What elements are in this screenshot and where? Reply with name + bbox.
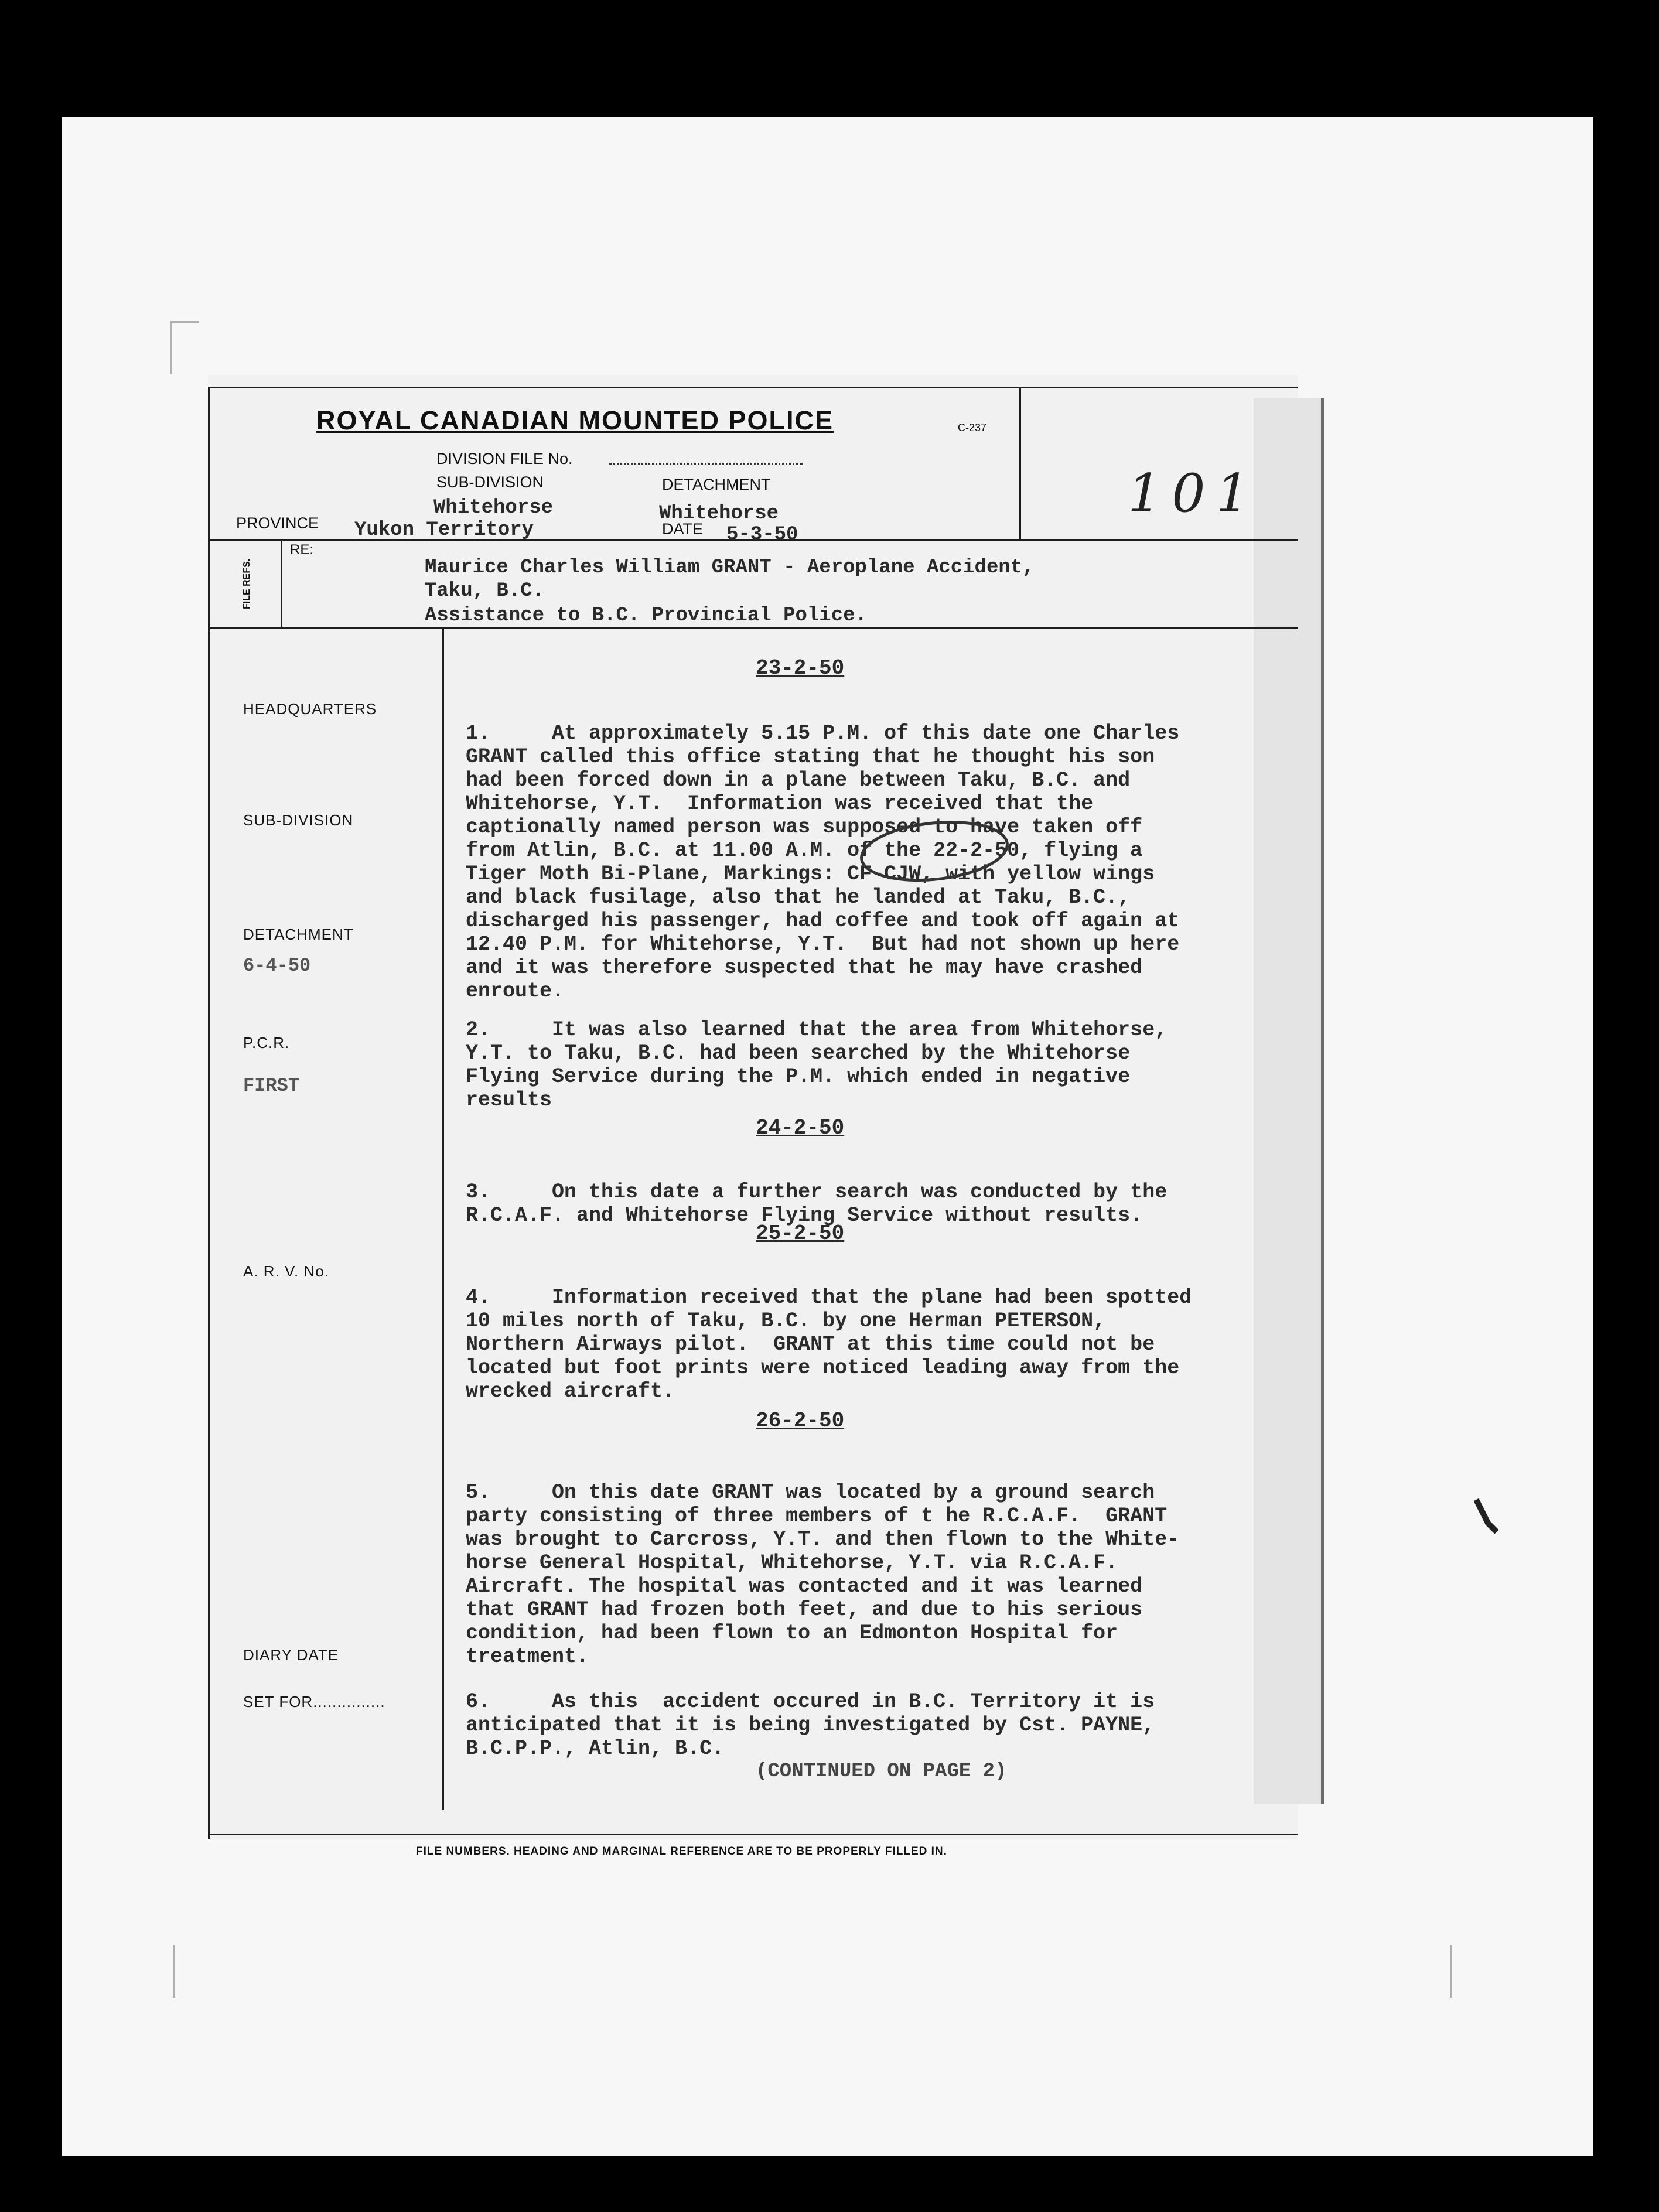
para1-line: captionally named person was supposed to have taken off — [466, 815, 1143, 839]
para5-line: Aircraft. The hospital was contacted and it was learned — [466, 1575, 1143, 1598]
para5-line: condition, had been flown to an Edmonton Hospital for — [466, 1622, 1118, 1645]
footer-instruction: FILE NUMBERS. HEADING AND MARGINAL REFERENCE ARE TO BE PROPERLY FILLED IN. — [416, 1845, 947, 1858]
para6-line: 6. As this accident occured in B.C. Territory it is — [466, 1690, 1155, 1713]
para1-line: and black fusilage, also that he landed at Taku, B.C., — [466, 886, 1131, 909]
form-top-rule — [208, 387, 1298, 388]
province-value: Yukon Territory — [354, 519, 534, 541]
para5-line: was brought to Carcross, Y.T. and then flown to the White- — [466, 1528, 1180, 1551]
province-label: PROVINCE — [236, 514, 319, 532]
para5-line: that GRANT had frozen both feet, and due to his serious — [466, 1598, 1143, 1622]
para1-line: discharged his passenger, had coffee and took off again at — [466, 909, 1180, 933]
corner-mark-bottom-left — [173, 1945, 175, 1998]
header-right-rule — [1019, 387, 1021, 539]
sidebar-detachment-date: 6-4-50 — [243, 955, 311, 977]
paragraph-2 — [466, 995, 1167, 1112]
entry-date-3: 25-2-50 — [756, 1221, 845, 1245]
para2-line: Flying Service during the P.M. which ended in negative — [466, 1065, 1131, 1088]
division-file-label: DIVISION FILE No. — [436, 450, 573, 467]
subject-line-1: Maurice Charles William GRANT - Aeroplane Accident, — [425, 557, 1035, 579]
curled-page-edge — [1254, 398, 1324, 1804]
paragraph-3 — [466, 1157, 1167, 1227]
para6-line: anticipated that it is being investigated by Cst. PAYNE, — [466, 1713, 1155, 1737]
detachment-label: DETACHMENT — [662, 476, 771, 493]
para1-line: enroute. — [466, 979, 565, 1003]
para1-line: Tiger Moth Bi-Plane, Markings: CF-CJW, with yellow wings — [466, 862, 1155, 886]
subject-line-3: Assistance to B.C. Provincial Police. — [425, 605, 867, 627]
sidebar-set-for: SET FOR............... — [243, 1693, 385, 1711]
sidebar-detachment: DETACHMENT — [243, 926, 354, 943]
para1-line: GRANT called this office stating that he thought his son — [466, 745, 1155, 769]
file-refs-divider — [281, 541, 282, 627]
para6-line: B.C.P.P., Atlin, B.C. — [466, 1737, 725, 1760]
file-refs-label: FILE REFS. — [242, 558, 252, 609]
handwritten-page-number: 101 — [1128, 463, 1260, 524]
para3-line: 3. On this date a further search was conducted by the — [466, 1180, 1168, 1204]
para4-line: located but foot prints were noticed leading away from the — [466, 1356, 1180, 1380]
division-file-dots — [609, 463, 803, 465]
paragraph-6 — [466, 1667, 1155, 1760]
para1-line: 12.40 P.M. for Whitehorse, Y.T. But had not shown up here — [466, 933, 1180, 956]
sidebar-diary-date: DIARY DATE — [243, 1646, 339, 1664]
para4-line: 4. Information received that the plane had been spotted — [466, 1286, 1192, 1309]
para1-line: from Atlin, B.C. at 11.00 A.M. of the 22-2-50, flying a — [466, 839, 1143, 862]
para2-line: results — [466, 1088, 552, 1112]
para1-line: and it was therefore suspected that he may have crashed — [466, 956, 1143, 979]
agency-title: ROYAL CANADIAN MOUNTED POLICE — [316, 405, 834, 435]
corner-mark-top-left — [170, 321, 172, 374]
entry-date-2: 24-2-50 — [756, 1116, 845, 1140]
paragraph-1 — [466, 698, 1179, 1003]
para2-line: Y.T. to Taku, B.C. had been searched by the Whitehorse — [466, 1042, 1131, 1065]
detachment-value: Whitehorse — [659, 503, 779, 525]
date-label: DATE — [662, 520, 704, 538]
para5-line: 5. On this date GRANT was located by a ground search — [466, 1481, 1155, 1504]
para1-line: 1. At approximately 5.15 P.M. of this date one Charles — [466, 722, 1180, 745]
para1-line: had been forced down in a plane between Taku, B.C. and — [466, 769, 1131, 792]
continued-note: (CONTINUED ON PAGE 2) — [756, 1760, 1007, 1783]
form-bottom-rule — [208, 1834, 1298, 1835]
subject-line-2: Taku, B.C. — [425, 580, 545, 602]
rcmp-report-form — [208, 375, 1298, 1858]
entry-date-1: 23-2-50 — [756, 656, 845, 680]
para5-line: party consisting of three members of t he R.C.A.F. GRANT — [466, 1504, 1168, 1528]
sidebar-pcr: P.C.R. — [243, 1034, 290, 1052]
para2-line: 2. It was also learned that the area from Whitehorse, — [466, 1018, 1168, 1042]
paragraph-4 — [466, 1262, 1192, 1403]
sidebar-arv: A. R. V. No. — [243, 1262, 329, 1280]
corner-mark-bottom-right — [1450, 1945, 1452, 1998]
sidebar-pcr-value: FIRST — [243, 1075, 300, 1097]
para5-line: treatment. — [466, 1645, 589, 1668]
form-code: C-237 — [958, 422, 987, 433]
para4-line: wrecked aircraft. — [466, 1380, 675, 1403]
sidebar-divider — [442, 629, 444, 1810]
para3-line: R.C.A.F. and Whitehorse Flying Service without results. — [466, 1204, 1143, 1227]
corner-mark-top-left-h — [170, 321, 199, 323]
entry-date-4: 26-2-50 — [756, 1409, 845, 1433]
file-refs-rule — [208, 627, 1298, 629]
sub-division-label: SUB-DIVISION — [436, 473, 544, 491]
para5-line: horse General Hospital, Whitehorse, Y.T. via R.C.A.F. — [466, 1551, 1118, 1575]
para4-line: 10 miles north of Taku, B.C. by one Herman PETERSON, — [466, 1309, 1106, 1333]
form-left-rule — [208, 387, 210, 1839]
paragraph-5 — [466, 1457, 1179, 1668]
para1-line: Whitehorse, Y.T. Information was received that the — [466, 792, 1094, 815]
sub-division-value: Whitehorse — [433, 497, 554, 519]
sidebar-headquarters: HEADQUARTERS — [243, 700, 377, 718]
sidebar-sub-division: SUB-DIVISION — [243, 811, 354, 829]
date-value: 5-3-50 — [726, 524, 798, 546]
re-label: RE: — [290, 542, 314, 558]
para4-line: Northern Airways pilot. GRANT at this time could not be — [466, 1333, 1155, 1356]
